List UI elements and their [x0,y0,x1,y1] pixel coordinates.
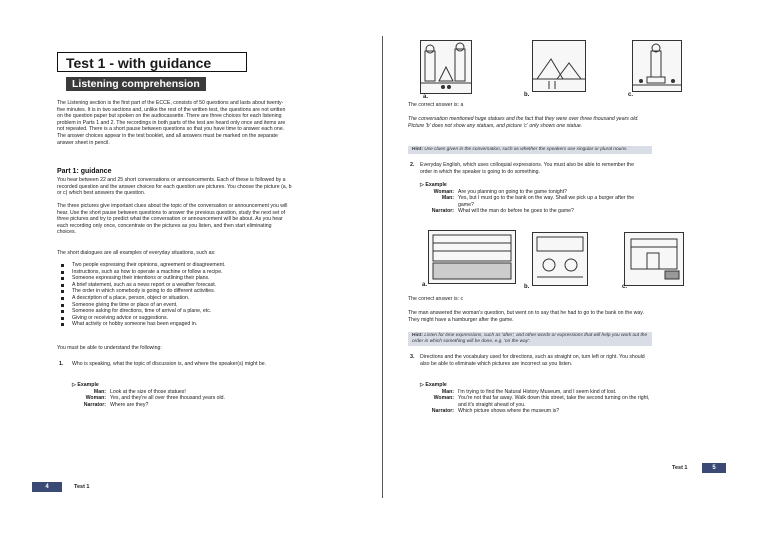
list-item: Someone expressing their intentions or outlining their plans. [58,275,288,282]
speaker: Woman: [433,188,454,195]
example-label: ▷ Example [72,382,99,388]
list-item: Someone asking for directions, time of arrival of a plane, etc. [58,308,288,315]
dialogue-line [72,389,282,396]
part-paragraph: You hear between 22 and 25 short conversations or announcements. Each of these is followed by a recorded question and the answer choices for each question are pictures. You choose the picture (a, b or c) which best answers the question. [57,177,292,197]
hint-1-label: Hint: [412,147,423,152]
right-page [384,0,768,544]
dialogue-line [420,195,650,208]
example-1 [72,382,282,408]
picture-label-2b: b. [524,284,530,290]
speaker: Narrator: [83,401,106,408]
utterance: Where are they? [110,401,149,408]
list-item: The order in which somebody is going to do different activities. [58,288,288,295]
hint-1-text: Use clues given in the conversation, such as whether the speakers use singular or plural nouns. [424,147,628,152]
speaker: Woman: [433,395,454,402]
situation-list [58,262,288,328]
list-item: Instructions, such as how to operate a machine or follow a recipe. [58,269,288,276]
page-number: 4 [32,482,62,492]
example-3-label: ▷ Example [420,382,447,388]
part-heading: Part 1: guidance [57,168,112,175]
explanation-1: The conversation mentioned huge statues and the fact that they were over three thousand years old. Picture 'b' does not show any statues, and picture 'c' only shows one statue. [408,116,639,129]
list-item: Giving or receiving advice or suggestions. [58,315,288,322]
bank-picture-c [624,232,684,286]
list-item: Two people expressing their opinions, agreement or disagreement. [58,262,288,269]
item-2-text: Everyday English, which uses colloquial expressions. You must also be able to remember the order in which the speaker is going to do something. [420,162,634,175]
dialogue-line [72,402,282,409]
burger-picture-b [532,232,588,286]
item-2-number: 2. [410,162,415,168]
item-1-number: 1. [59,361,64,367]
dialogue-line [420,208,650,215]
stadium-picture-a [428,230,516,284]
list-item: What activity or hobby someone has been engaged in. [58,321,288,328]
picture-label-b: b. [524,92,530,98]
utterance: Yes, but I must go to the bank on the way. Shall we pick up a burger after the game? [458,195,635,208]
dialogue-line [72,395,282,402]
speaker: Woman: [85,395,106,402]
picture-label-2a: a. [422,282,428,288]
list-item: A brief statement, such as a news report or a weather forecast. [58,282,288,289]
utterance: What will the man do before he goes to the game? [458,208,574,215]
example-2-label: ▷ Example [420,182,447,188]
speaker: Man: [441,388,454,395]
speaker: Narrator: [431,408,454,415]
utterance: Yes, and they're all over three thousand years old. [110,395,225,402]
dialogue-line [420,389,654,396]
page-number-right: 5 [702,463,726,473]
utterance: I'm trying to find the Natural History Museum, and I seem kind of lost. [458,388,617,395]
speaker: Man: [93,388,106,395]
item-3-text: Directions and the vocabulary used for directions, such as straight on, turn left or right. You should also be able to eliminate which pictures are incorrect as you listen. [420,354,645,367]
explanation-2: The man answered the woman's question, but went on to say that he had to go to the bank on the way. They might have a hamburger after the game. [408,310,644,323]
must-understand: You must be able to understand the following: [57,345,162,351]
speaker: Man: [441,195,454,202]
utterance: Are you planning on going to the game tonight? [458,188,568,195]
hint-2 [408,332,652,346]
hint-2-text: Listen for time expressions, such as 'after', and other words or expressions that will help you work out the order in which something will be done, e.g. 'on the way'. [412,333,648,344]
dialogues-intro: The short dialogues are all examples of everyday situations, such as: [57,250,216,256]
hint-2-label: Hint: [412,333,423,338]
dialogue-line [420,189,650,196]
answer-1: The correct answer is: a [408,102,464,108]
hint-1 [408,146,652,154]
example-3 [420,382,654,415]
item-1-text: Who is speaking, what the topic of discussion is, and where the speaker(s) might be. [72,361,267,367]
list-item: Someone giving the time or place of an event. [58,302,288,309]
single-statue-picture-c [632,40,682,92]
statues-picture-a [420,40,472,94]
dialogue-line [420,395,654,408]
example-2 [420,182,650,215]
list-item: A description of a place, person, object or situation. [58,295,288,302]
dialogue-line [420,408,654,415]
utterance: Which picture shows where the museum is? [458,408,560,415]
utterance: Look at the size of those statues! [110,388,186,395]
desert-picture-b [532,40,586,92]
picture-label-a: a. [423,94,429,100]
intro-paragraph: The Listening section is the first part of the ECCE, consists of 50 questions and lasts about twenty-five minutes. It is in two sections and, unlike the rest of the written test, the questions are not written on the question paper but spoken on the audiocassette. There are three choices for each listening problem in Parts 1 and 2. The recordings in both parts of the test are heard only once and items are not repeated. There is a short pause between questions so that you have time to answer each one. The answer choices appear in the test booklet, and all answers must be marked on the separate answer sheet in pencil. [57,100,286,146]
picture-label-c: c. [628,92,634,98]
page-divider [382,36,383,498]
item-3-number: 3. [410,354,415,360]
utterance: You're not that far away. Walk down this street, take the second turning on the right, and it's straight ahead of you. [458,395,650,408]
test-title: Test 1 - with guidance [57,52,247,72]
answer-2: The correct answer is: c [408,296,464,302]
footer-label-right: Test 1 [672,465,688,471]
speaker: Narrator: [431,208,454,215]
footer-label: Test 1 [74,484,90,490]
picture-label-2c: c. [622,284,628,290]
pictures-paragraph: The three pictures give important clues about the topic of the conversation or announcement you will hear. Use the short pause between questions to answer the previous question, study the next set of three pictures and try to predict what the conversation or announcement will be about. As you hear each recording only once, concentrate on the pictures as you listen, and then start eliminating choices. [57,203,288,236]
section-heading: Listening comprehension [66,77,206,91]
